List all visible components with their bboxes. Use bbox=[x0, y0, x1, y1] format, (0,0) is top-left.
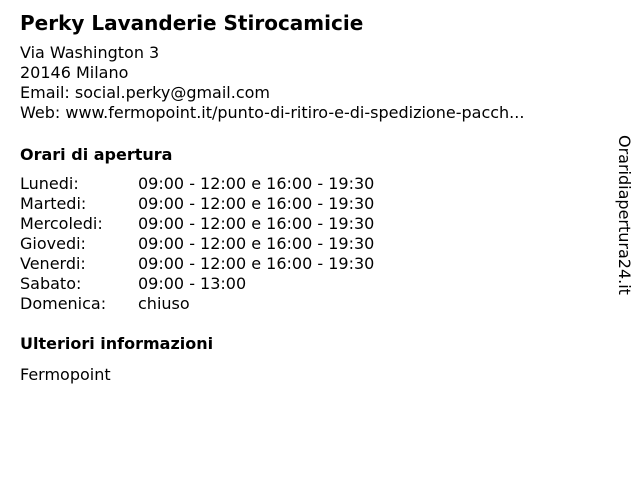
web-line: Web: www.fermopoint.it/punto-di-ritiro-e-di-spedizione-pacch... bbox=[20, 103, 525, 122]
time-value: chiuso bbox=[138, 294, 190, 313]
time-value: 09:00 - 12:00 e 16:00 - 19:30 bbox=[138, 214, 375, 233]
street-address: Via Washington 3 bbox=[20, 43, 160, 62]
address-block bbox=[20, 43, 524, 123]
day-label: Venerdi: bbox=[20, 254, 86, 273]
hours-row bbox=[20, 174, 374, 194]
site-watermark: Oraridiapertura24.it bbox=[615, 135, 634, 295]
time-value: 09:00 - 12:00 e 16:00 - 19:30 bbox=[138, 254, 375, 273]
hours-row bbox=[20, 274, 374, 294]
day-label: Lunedi: bbox=[20, 174, 79, 193]
hours-table bbox=[20, 174, 374, 314]
day-label: Martedi: bbox=[20, 194, 87, 213]
hours-row bbox=[20, 254, 374, 274]
day-label: Giovedi: bbox=[20, 234, 86, 253]
info-text: Fermopoint bbox=[20, 365, 111, 384]
time-value: 09:00 - 13:00 bbox=[138, 274, 247, 293]
hours-heading: Orari di apertura bbox=[20, 145, 173, 164]
day-label: Mercoledi: bbox=[20, 214, 103, 233]
day-label: Sabato: bbox=[20, 274, 82, 293]
time-value: 09:00 - 12:00 e 16:00 - 19:30 bbox=[138, 194, 375, 213]
time-value: 09:00 - 12:00 e 16:00 - 19:30 bbox=[138, 234, 375, 253]
city-line: 20146 Milano bbox=[20, 63, 129, 82]
hours-row bbox=[20, 194, 374, 214]
business-name: Perky Lavanderie Stirocamicie bbox=[20, 11, 364, 35]
hours-row bbox=[20, 234, 374, 254]
email-line: Email: social.perky@gmail.com bbox=[20, 83, 271, 102]
hours-row bbox=[20, 294, 374, 314]
info-heading: Ulteriori informazioni bbox=[20, 334, 214, 353]
time-value: 09:00 - 12:00 e 16:00 - 19:30 bbox=[138, 174, 375, 193]
day-label: Domenica: bbox=[20, 294, 107, 313]
hours-row bbox=[20, 214, 374, 234]
